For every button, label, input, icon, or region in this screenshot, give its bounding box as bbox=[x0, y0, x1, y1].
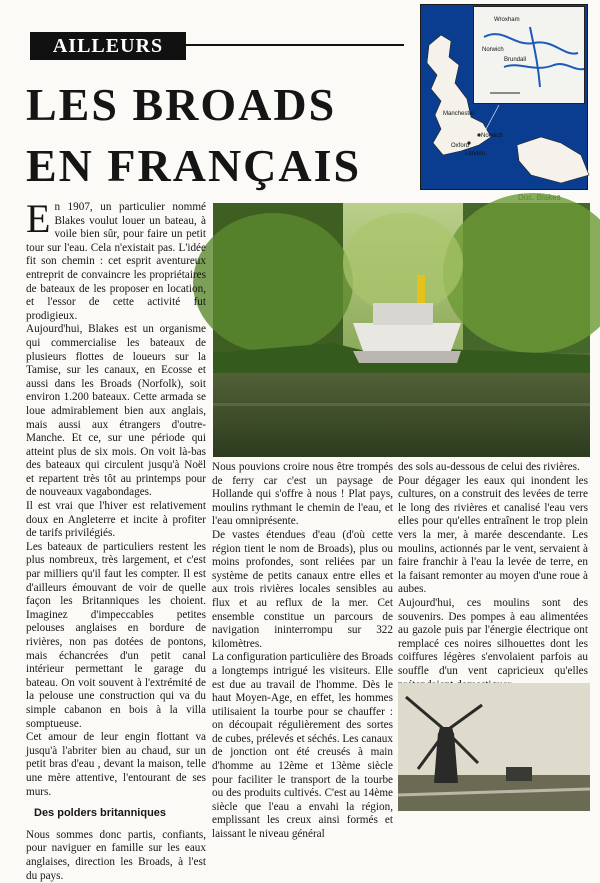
map-label-brundall: Brundall bbox=[504, 57, 527, 63]
headline-line-2: EN FRANÇAIS bbox=[26, 140, 362, 191]
paragraph: Il est vrai que l'hiver est relativement doux en Angleterre et incite à profiter de tarifs privilégiés. bbox=[26, 500, 206, 540]
paragraph: Nous pouvions croire nous être trompés de ferry car c'est un paysage de Hollande qui s'offre à nous ! Plat pays, moulins rythmant le chemin de l'eau, et l'eau omniprésente. bbox=[212, 461, 393, 528]
tag-rule bbox=[186, 44, 404, 46]
map-label-london: London bbox=[465, 151, 486, 157]
article-column-2 bbox=[212, 461, 393, 842]
paragraph: Cet amour de leur engin flottant va jusqu'à l'abriter bien au chaud, sur un petit bras d'eau , devant la maison, telle une mère attentive, l'entourant de ses murs. bbox=[26, 731, 206, 798]
paragraph: En 1907, un particulier nommé Blakes voulut louer un bateau, à voile bien sûr, pour faire un petit tour sur l'eau. Cela n'existait pas. L'idée fit son chemin : cet esprit aventureux entreprit de convaincre les propriétaires de bateaux de les proposer en location, et l'essor de cette activité fut prodigieux. bbox=[26, 196, 206, 322]
paragraph: des sols au-dessous de celui des rivières. bbox=[398, 461, 580, 473]
paragraph: Pour dégager les eaux qui inondent les cultures, on a construit des levées de terre le long des rivières et canalisé l'eau vers elles pour qu'elles entraînent le trop plein vers la mer, à marée descendante. Les moulins, actionnés par le vent, servaient à faire franchir à l'eau la levée de terre, en la faisant remonter au moyen d'une roue à aubes. bbox=[398, 474, 588, 596]
paragraph: Nous sommes donc partis, confiants, pour naviguer en famille sur les eaux anglaises, direction les Broads, à l'est du pays. bbox=[26, 828, 206, 882]
subheading: Des polders britanniques bbox=[34, 807, 167, 820]
drop-cap: E bbox=[26, 196, 51, 241]
section-tag: AILLEURS bbox=[30, 32, 186, 60]
paragraph: Aujourd'hui, ces moulins sont des souvenirs. Des pompes à eau alimentées au gazole puis par l'énergie électrique ont remplacé ces noires silhouettes dont les coiffures légères s'envolaient parfois au souffle d'un vent capricieux qu'elles bbox=[398, 596, 588, 677]
paragraph: De vastes étendues d'eau (d'où cette région tient le nom de Broads), plus ou moins profondes, sont reliées par un système de petits canaux entre elles et aux trois rivières locales sensibles au flux et au reflux de la mer. Cet ensemble constitue un parcours de navigation ininterrompu sur 322 kilomètres. bbox=[212, 528, 393, 650]
windmill-photo bbox=[398, 683, 590, 811]
headline-line-1: LES BROADS bbox=[26, 79, 337, 130]
article-column-3 bbox=[398, 461, 588, 692]
paragraph: Aujourd'hui, Blakes est un organisme qui commercialise les bateaux de plusieurs flottes de loueurs sur la Tamise, sur les canaux, en Ecosse et aussi dans les Broads (Norfolk), soit environ 1.200 bateaux. Cette armada se loue admirablement bien aux anglais, mais aussi aux étrangers d'outre-Manche. Et ce, sur une période qui atteint plus de six mois. On voit là-bas des bateaux qui circulent jusqu'à Noël et repartent très tôt au printemps pour de nouveaux vagabondages. bbox=[26, 323, 206, 499]
map-label-manchester: Manchester bbox=[443, 111, 475, 117]
paragraph: Les bateaux de particuliers restent les plus nombreux, très largement, et c'est par milliers qu'il faut les compter. Il est d'ailleurs émouvant de voir de quelle façon les Britanniques les choient. Imaginez d'impeccables petites pelouses anglaises en bordure de rivières, non pas dotées de pontons, mais échancrées d'un petit canal intérieur permettant le garage du bateau. On voit souvent à l'extrémité de la pelouse une construction qui va du simple cabanon en bois à la villa somptueuse. bbox=[26, 540, 206, 730]
map-label-norwich: Norwich bbox=[482, 47, 504, 53]
map-label-norwich-small: Norwich bbox=[481, 133, 503, 139]
map-label-oxford: Oxford bbox=[451, 143, 470, 149]
article-column-1 bbox=[26, 196, 206, 883]
map-label-wroxham: Wroxham bbox=[494, 17, 520, 23]
map-inset bbox=[473, 6, 585, 104]
river-boat-photo bbox=[213, 203, 590, 457]
paragraph: La configuration particulière des Broads a longtemps intrigué les visiteurs. Elle est due au travail de l'homme. Dès le haut Moyen-Age, en effet, les hommes utilisaient la tourbe pour se chauffer : on découpait régulièrement des sortes de cubes, prélevés et séchés. Les canaux de jonction ont été creusés à main d'homme au 12ème et 13ème siècle pour faciliter le transport de la tourbe ou des produits cultivés. C'est au 14ème siècle que l'eau a envahi la région, emplissant les creux ainsi formés et laissant le niveau général bbox=[212, 651, 393, 841]
